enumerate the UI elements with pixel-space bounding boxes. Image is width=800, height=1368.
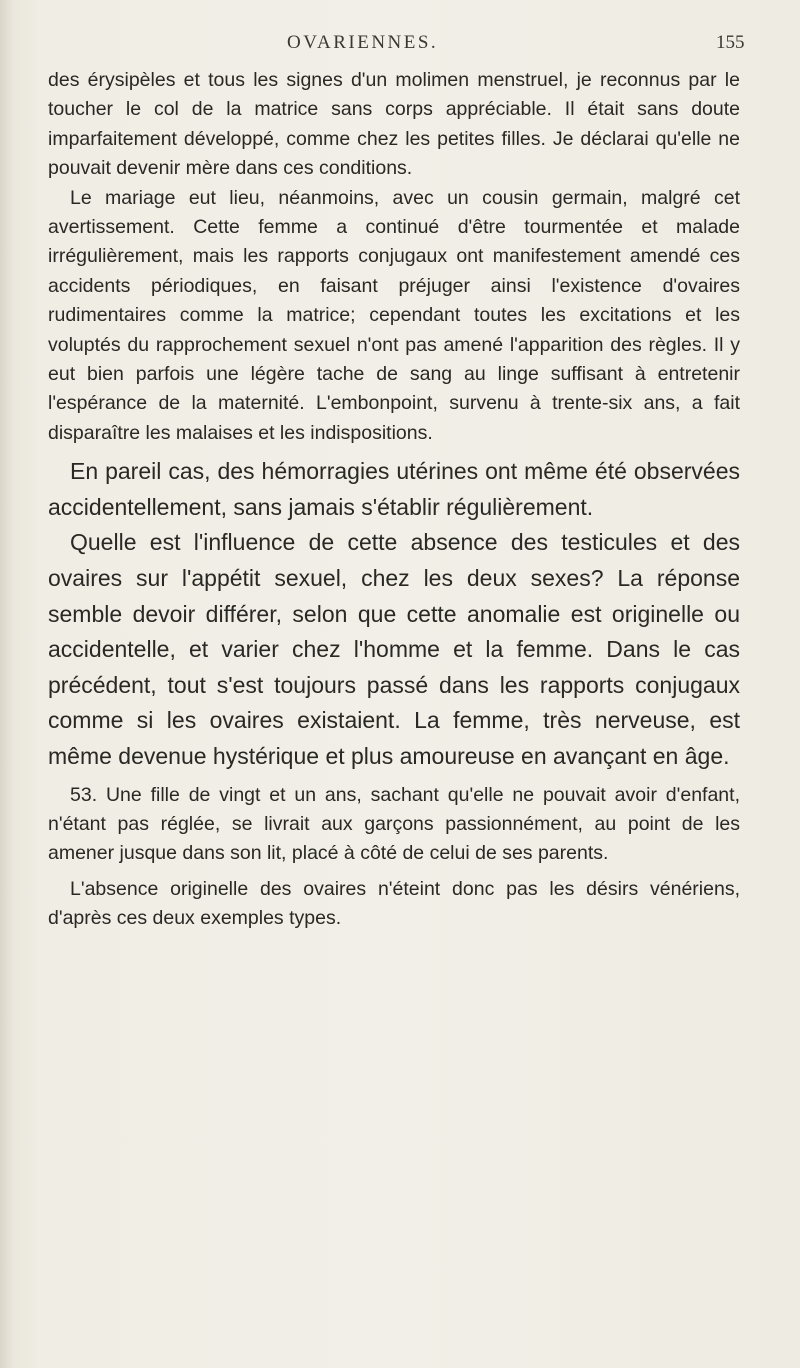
paragraph-conclusion: L'absence originelle des ovaires n'éteint donc pas les désirs vénériens, d'après ces deux exemples types. bbox=[48, 877, 740, 930]
paragraph-marriage: Le mariage eut lieu, néanmoins, avec un cousin germain, malgré cet avertissement. Cette femme a continué d'être tourmentée et malade irrégulièrement, mais les rapports conjugaux ont manifestement amendé ces accidents périodiques, en faisant préjuger ainsi l'existence d'ovaires rudimentaires comme la matrice; cependant toutes les excitations et les voluptés du rapprochement sexuel n'ont pas amené l'apparition des règles. Il y eut bien parfois une légère tache de sang au linge suffisant à entretenir l'espérance de la maternité. L'embonpoint, survenu à trente-six ans, a fait disparaître les malaises et les indispositions. bbox=[48, 186, 740, 444]
paragraph-hemorrhages: En pareil cas, des hémorragies utérines ont même été observées accidentellement, sans jamais s'établir régulièrement. bbox=[48, 458, 740, 520]
body-text bbox=[48, 66, 740, 934]
page-gutter bbox=[0, 0, 14, 1368]
running-title: OVARIENNES. bbox=[287, 32, 439, 53]
paragraph-influence: Quelle est l'influence de cette absence des testicules et des ovaires sur l'appétit sexuel, chez les deux sexes? La réponse semble devoir différer, selon que cette anomalie est originelle ou accidentelle, et varier chez l'homme et la femme. Dans le cas précédent, tout s'est toujours passé dans les rapports conjugaux comme si les ovaires existaient. La femme, très nerveuse, est même devenue hystérique et plus amoureuse en avançant en âge. bbox=[48, 529, 740, 770]
paragraph-case-53: 53. Une fille de vingt et un ans, sachant qu'elle ne pouvait avoir d'enfant, n'étant pas réglée, se livrait aux garçons passionnément, au point de les amener jusque dans son lit, placé à côté de celui de ses parents. bbox=[48, 783, 740, 865]
running-head bbox=[0, 20, 800, 64]
paragraph-continuation: des érysipèles et tous les signes d'un molimen menstruel, je reconnus par le toucher le col de la matrice sans corps appréciable. Il était sans doute imparfaitement développé, comme chez les petites filles. Je déclarai qu'elle ne pouvait devenir mère dans ces conditions. bbox=[48, 69, 740, 180]
page-number: 155 bbox=[716, 32, 745, 53]
